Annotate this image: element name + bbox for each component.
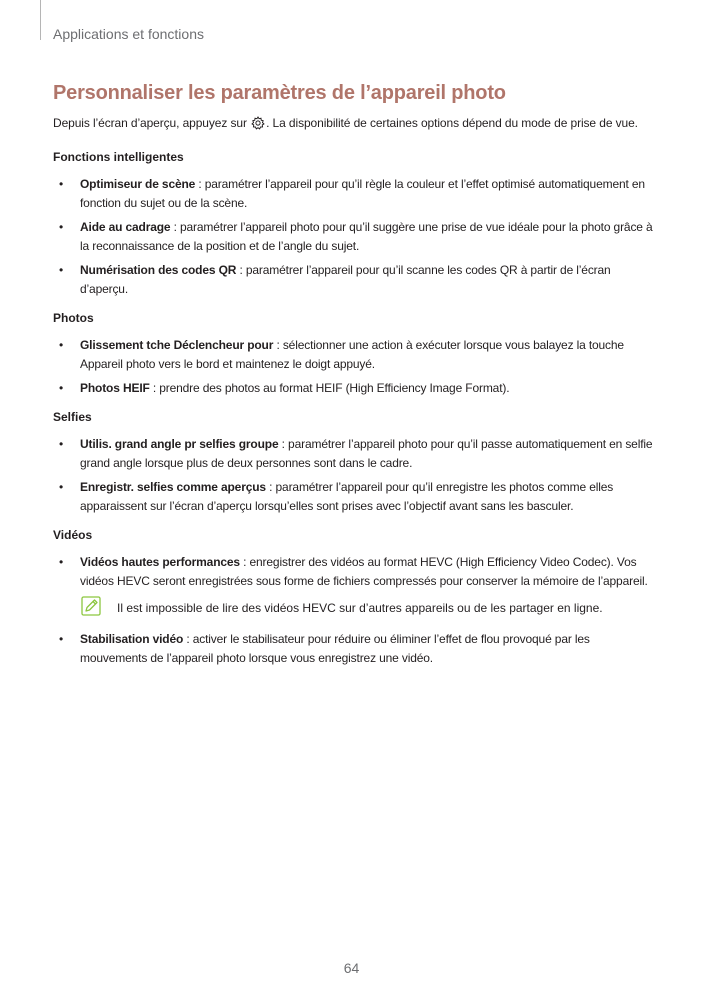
list-item — [53, 261, 653, 299]
item-description: : activer le stabilisateur pour réduire ou éliminer l’effet de flou provoqué par les mouvements de l’appareil photo lorsque vous enregistrez une vidéo. — [80, 632, 590, 665]
section-title-videos: Vidéos — [53, 528, 93, 542]
list-item — [53, 379, 653, 398]
item-description: : paramétrer l’appareil photo pour qu’il passe automatiquement en selfie grand angle lorsque plus de deux personnes sont dans le cadre. — [80, 437, 653, 470]
note — [53, 596, 653, 620]
list-item — [53, 553, 653, 591]
item-description: : paramétrer l’appareil pour qu’il règle la couleur et l’effet optimisé automatiquement en fonction du sujet ou de la scène. — [80, 177, 645, 210]
item-term: Optimiseur de scène — [80, 177, 196, 191]
bullet: • — [59, 381, 64, 395]
list-item — [53, 435, 653, 473]
item-description: : prendre des photos au format HEIF (High Efficiency Image Format). — [149, 381, 510, 395]
page-title: Personnaliser les paramètres de l’appareil photo — [53, 82, 506, 104]
list-item — [53, 175, 653, 213]
bullet: • — [59, 437, 64, 451]
running-header: Applications et fonctions — [53, 26, 204, 42]
section-title-selfies: Selfies — [53, 410, 92, 424]
item-term: Utilis. grand angle pr selfies groupe — [80, 437, 279, 451]
note-pencil-icon — [81, 596, 101, 616]
bullet: • — [59, 338, 64, 352]
item-term: Stabilisation vidéo — [80, 632, 184, 646]
item-description: : paramétrer l’appareil pour qu’il enregistre les photos comme elles apparaissent sur l’écran d’aperçu lorsqu’elles sont prises avec l’objectif avant sans les basculer. — [80, 480, 614, 513]
list-item — [53, 336, 653, 374]
intro-text-before: Depuis l’écran d’aperçu, appuyez sur — [53, 116, 251, 130]
gear-icon — [251, 116, 265, 130]
videos-list — [53, 553, 653, 668]
list-item — [53, 478, 653, 516]
smart-functions-list — [53, 175, 653, 299]
item-description: : enregistrer des vidéos au format HEVC (High Efficiency Video Codec). Vos vidéos HEVC seront enregistrées sous forme de fichiers compressés pour conserver la mémoire de l’appareil. — [80, 555, 648, 588]
item-term: Aide au cadrage — [80, 220, 171, 234]
item-term: Photos HEIF — [80, 381, 150, 395]
bullet: • — [59, 220, 64, 234]
item-term: Glissement tche Déclencheur pour — [80, 338, 274, 352]
bullet: • — [59, 480, 64, 494]
main-content — [53, 114, 653, 678]
selfies-list — [53, 435, 653, 516]
list-item — [53, 630, 653, 668]
item-term: Vidéos hautes performances — [80, 555, 240, 569]
bullet: • — [59, 555, 64, 569]
item-description: : paramétrer l’appareil photo pour qu’il suggère une prise de vue idéale pour la photo grâce à la reconnaissance de la position et de l’angle du sujet. — [80, 220, 653, 253]
item-description: : sélectionner une action à exécuter lorsque vous balayez la touche Appareil photo vers le bord et maintenez le doigt appuyé. — [80, 338, 624, 371]
section-title-smart-functions: Fonctions intelligentes — [53, 150, 184, 164]
item-description: : paramétrer l’appareil pour qu’il scanne les codes QR à partir de l’écran d’aperçu. — [80, 263, 611, 296]
header-rule — [40, 0, 41, 40]
intro-text-after: . La disponibilité de certaines options dépend du mode de prise de vue. — [266, 116, 638, 130]
item-term: Enregistr. selfies comme aperçus — [80, 480, 266, 494]
page-number: 64 — [343, 960, 360, 976]
note-text: Il est impossible de lire des vidéos HEVC sur d’autres appareils ou de les partager en ligne. — [117, 601, 603, 615]
bullet: • — [59, 263, 64, 277]
intro-paragraph — [53, 114, 653, 133]
list-item — [53, 218, 653, 256]
bullet: • — [59, 177, 64, 191]
item-term: Numérisation des codes QR — [80, 263, 237, 277]
section-title-photos: Photos — [53, 311, 94, 325]
bullet: • — [59, 632, 64, 646]
photos-list — [53, 336, 653, 398]
